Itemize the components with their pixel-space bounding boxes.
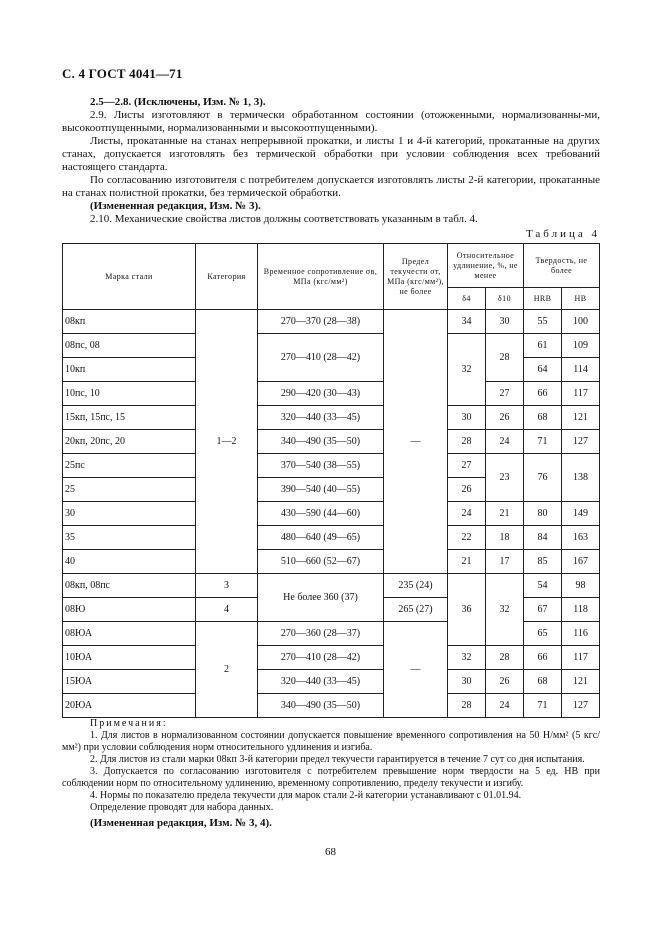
cell-yield: 235 (24) — [384, 574, 448, 598]
cell-hrb: 67 — [524, 598, 562, 622]
cell-d10: 17 — [486, 550, 524, 574]
cell-tensile: 510—660 (52—67) — [258, 550, 384, 574]
cell-hb: 114 — [562, 358, 600, 382]
cell-d4: 22 — [448, 526, 486, 550]
cell-d10: 18 — [486, 526, 524, 550]
cell-hb: 149 — [562, 502, 600, 526]
cell-steel: 08пс, 08 — [63, 334, 196, 358]
cell-d10: 32 — [486, 574, 524, 646]
cell-tensile: 270—410 (28—42) — [258, 646, 384, 670]
cell-d4: 36 — [448, 574, 486, 646]
header-hrb: HRB — [524, 288, 562, 310]
cell-d4: 28 — [448, 430, 486, 454]
table-row — [63, 526, 600, 550]
cell-hb: 163 — [562, 526, 600, 550]
paragraph-2-10: 2.10. Механические свойства листов должны соответствовать указанным в табл. 4. — [90, 213, 478, 225]
table-notes — [62, 718, 600, 829]
cell-hb: 127 — [562, 694, 600, 718]
cell-steel: 20кп, 20пс, 20 — [63, 430, 196, 454]
cell-d4: 32 — [448, 334, 486, 406]
cell-steel: 30 — [63, 502, 196, 526]
paragraph-2-9: 2.9. Листы изготовляют в термически обработанном состоянии (отожженными, нормализованны-ми, высокоотпущенными, нормализованными и высокоотпущенными). — [62, 109, 600, 134]
page-header: С. 4 ГОСТ 4041—71 — [62, 66, 183, 81]
note-1: 1. Для листов в нормализованном состоянии допускается повышение временного сопротивления на 50 Н/мм² (5 кгс/мм²) при условии соблюдения норм относительного удлинения и изгиба. — [62, 730, 600, 753]
cell-steel: 10пс, 10 — [63, 382, 196, 406]
cell-steel: 35 — [63, 526, 196, 550]
table-4 — [62, 243, 600, 718]
cell-d4: 21 — [448, 550, 486, 574]
cell-category: 4 — [196, 598, 258, 622]
table-row — [63, 502, 600, 526]
cell-tensile: 270—410 (28—42) — [258, 334, 384, 382]
cell-hb: 117 — [562, 646, 600, 670]
cell-hb: 138 — [562, 454, 600, 502]
cell-d4: 34 — [448, 310, 486, 334]
paragraph-2-5 — [62, 96, 600, 109]
table-row — [63, 646, 600, 670]
cell-steel: 08ЮА — [63, 622, 196, 646]
cell-yield: — — [384, 622, 448, 718]
cell-tensile: 340—490 (35—50) — [258, 430, 384, 454]
cell-hb: 100 — [562, 310, 600, 334]
cell-hb: 117 — [562, 382, 600, 406]
cell-hrb: 66 — [524, 646, 562, 670]
cell-tensile: 480—640 (49—65) — [258, 526, 384, 550]
cell-hrb: 71 — [524, 430, 562, 454]
cell-tensile: 320—440 (33—45) — [258, 670, 384, 694]
cell-hrb: 66 — [524, 382, 562, 406]
cell-category: 2 — [196, 622, 258, 718]
cell-hb: 121 — [562, 406, 600, 430]
cell-steel: 08кп — [63, 310, 196, 334]
table-title: Таблица 4 — [525, 228, 600, 240]
paragraph-agreement: По согласованию изготовителя с потребителем допускается изготовлять листы 2-й категории, прокатанные на станах полистной прокатки, без термической обработки. — [62, 174, 600, 199]
table-row — [63, 334, 600, 358]
cell-hrb: 76 — [524, 454, 562, 502]
cell-hrb: 84 — [524, 526, 562, 550]
paragraph-2-5-text: 2.5—2.8. (Исключены, Изм. № 1, 3). — [90, 96, 266, 108]
header-tensile: Временное сопротивление σв, МПа (кгс/мм²) — [258, 244, 384, 310]
table-row — [63, 406, 600, 430]
cell-tensile: 270—370 (28—38) — [258, 310, 384, 334]
cell-hrb: 64 — [524, 358, 562, 382]
cell-hb: 167 — [562, 550, 600, 574]
cell-hb: 98 — [562, 574, 600, 598]
note-3: 3. Допускается по согласованию изготовителя с потребителем превышение норм твердости на 5 ед. HB при соблюдении норм по относительному удлинению, временному сопротивлению, пределу текучести и изгибу. — [62, 766, 600, 789]
cell-d10: 26 — [486, 406, 524, 430]
change-note-3-4: (Измененная редакция, Изм. № 3, 4). — [90, 817, 272, 829]
cell-hrb: 68 — [524, 670, 562, 694]
header-d10: δ10 — [486, 288, 524, 310]
cell-tensile: Не более 360 (37) — [258, 574, 384, 622]
header-d4: δ4 — [448, 288, 486, 310]
header-category: Категория — [196, 244, 258, 310]
cell-hb: 118 — [562, 598, 600, 622]
table-row — [63, 310, 600, 334]
cell-steel: 15кп, 15пс, 15 — [63, 406, 196, 430]
cell-steel: 25 — [63, 478, 196, 502]
cell-d10: 24 — [486, 694, 524, 718]
header-elongation: Относительное удлинение, %, не менее — [448, 244, 524, 288]
cell-hrb: 80 — [524, 502, 562, 526]
table-row — [63, 430, 600, 454]
header-steel: Марка стали — [63, 244, 196, 310]
cell-d10: 26 — [486, 670, 524, 694]
body-text — [62, 96, 600, 226]
cell-yield: — — [384, 310, 448, 574]
table-row — [63, 574, 600, 598]
cell-hrb: 61 — [524, 334, 562, 358]
cell-d10: 27 — [486, 382, 524, 406]
cell-tensile: 390—540 (40—55) — [258, 478, 384, 502]
cell-yield: 265 (27) — [384, 598, 448, 622]
table-row — [63, 670, 600, 694]
cell-steel: 10ЮА — [63, 646, 196, 670]
cell-d10: 28 — [486, 646, 524, 670]
cell-d10: 21 — [486, 502, 524, 526]
cell-tensile: 370—540 (38—55) — [258, 454, 384, 478]
cell-steel: 10кп — [63, 358, 196, 382]
cell-hb: 121 — [562, 670, 600, 694]
cell-hrb: 54 — [524, 574, 562, 598]
cell-steel: 15ЮА — [63, 670, 196, 694]
cell-hrb: 68 — [524, 406, 562, 430]
cell-category: 1—2 — [196, 310, 258, 574]
cell-d4: 30 — [448, 406, 486, 430]
table-row — [63, 550, 600, 574]
cell-d10: 28 — [486, 334, 524, 382]
page-number: 68 — [325, 846, 336, 858]
cell-category: 3 — [196, 574, 258, 598]
cell-tensile: 290—420 (30—43) — [258, 382, 384, 406]
header-yield: Предел текучести σт, МПа (кгс/мм²), не более — [384, 244, 448, 310]
cell-d4: 32 — [448, 646, 486, 670]
cell-steel: 08кп, 08пс — [63, 574, 196, 598]
cell-tensile: 320—440 (33—45) — [258, 406, 384, 430]
cell-hrb: 85 — [524, 550, 562, 574]
note-2: 2. Для листов из стали марки 08кп 3-й категории предел текучести гарантируется в течение 7 сут со дня испытания. — [90, 754, 585, 765]
notes-heading: Примечания: — [90, 718, 168, 729]
cell-d4: 24 — [448, 502, 486, 526]
cell-d4: 26 — [448, 478, 486, 502]
cell-hrb: 71 — [524, 694, 562, 718]
cell-hrb: 55 — [524, 310, 562, 334]
cell-d10: 23 — [486, 454, 524, 502]
table-row — [63, 454, 600, 478]
cell-tensile: 340—490 (35—50) — [258, 694, 384, 718]
cell-d4: 30 — [448, 670, 486, 694]
cell-steel: 08Ю — [63, 598, 196, 622]
header-hardness: Твердость, не более — [524, 244, 600, 288]
cell-tensile: 270—360 (28—37) — [258, 622, 384, 646]
header-hb: HB — [562, 288, 600, 310]
note-4: 4. Нормы по показателю предела текучести для марок стали 2-й категории устанавливают с 01.01.94. — [90, 790, 522, 801]
cell-d10: 30 — [486, 310, 524, 334]
note-5: Определение проводят для набора данных. — [90, 802, 274, 813]
table-row — [63, 694, 600, 718]
change-note-3: (Измененная редакция, Изм. № 3). — [90, 200, 261, 212]
cell-hb: 127 — [562, 430, 600, 454]
cell-d4: 28 — [448, 694, 486, 718]
paragraph-rolling: Листы, прокатанные на станах непрерывной прокатки, и листы 1 и 4-й категорий, прокатанные на других станах, допускается изготовлять без термической обработки при условии соблюдения всех требований настоящего стандарта. — [62, 135, 600, 173]
cell-hrb: 65 — [524, 622, 562, 646]
table-row — [63, 382, 600, 406]
cell-steel: 20ЮА — [63, 694, 196, 718]
cell-steel: 40 — [63, 550, 196, 574]
cell-d4: 27 — [448, 454, 486, 478]
cell-tensile: 430—590 (44—60) — [258, 502, 384, 526]
cell-hb: 109 — [562, 334, 600, 358]
cell-d10: 24 — [486, 430, 524, 454]
cell-steel: 25пс — [63, 454, 196, 478]
cell-hb: 116 — [562, 622, 600, 646]
